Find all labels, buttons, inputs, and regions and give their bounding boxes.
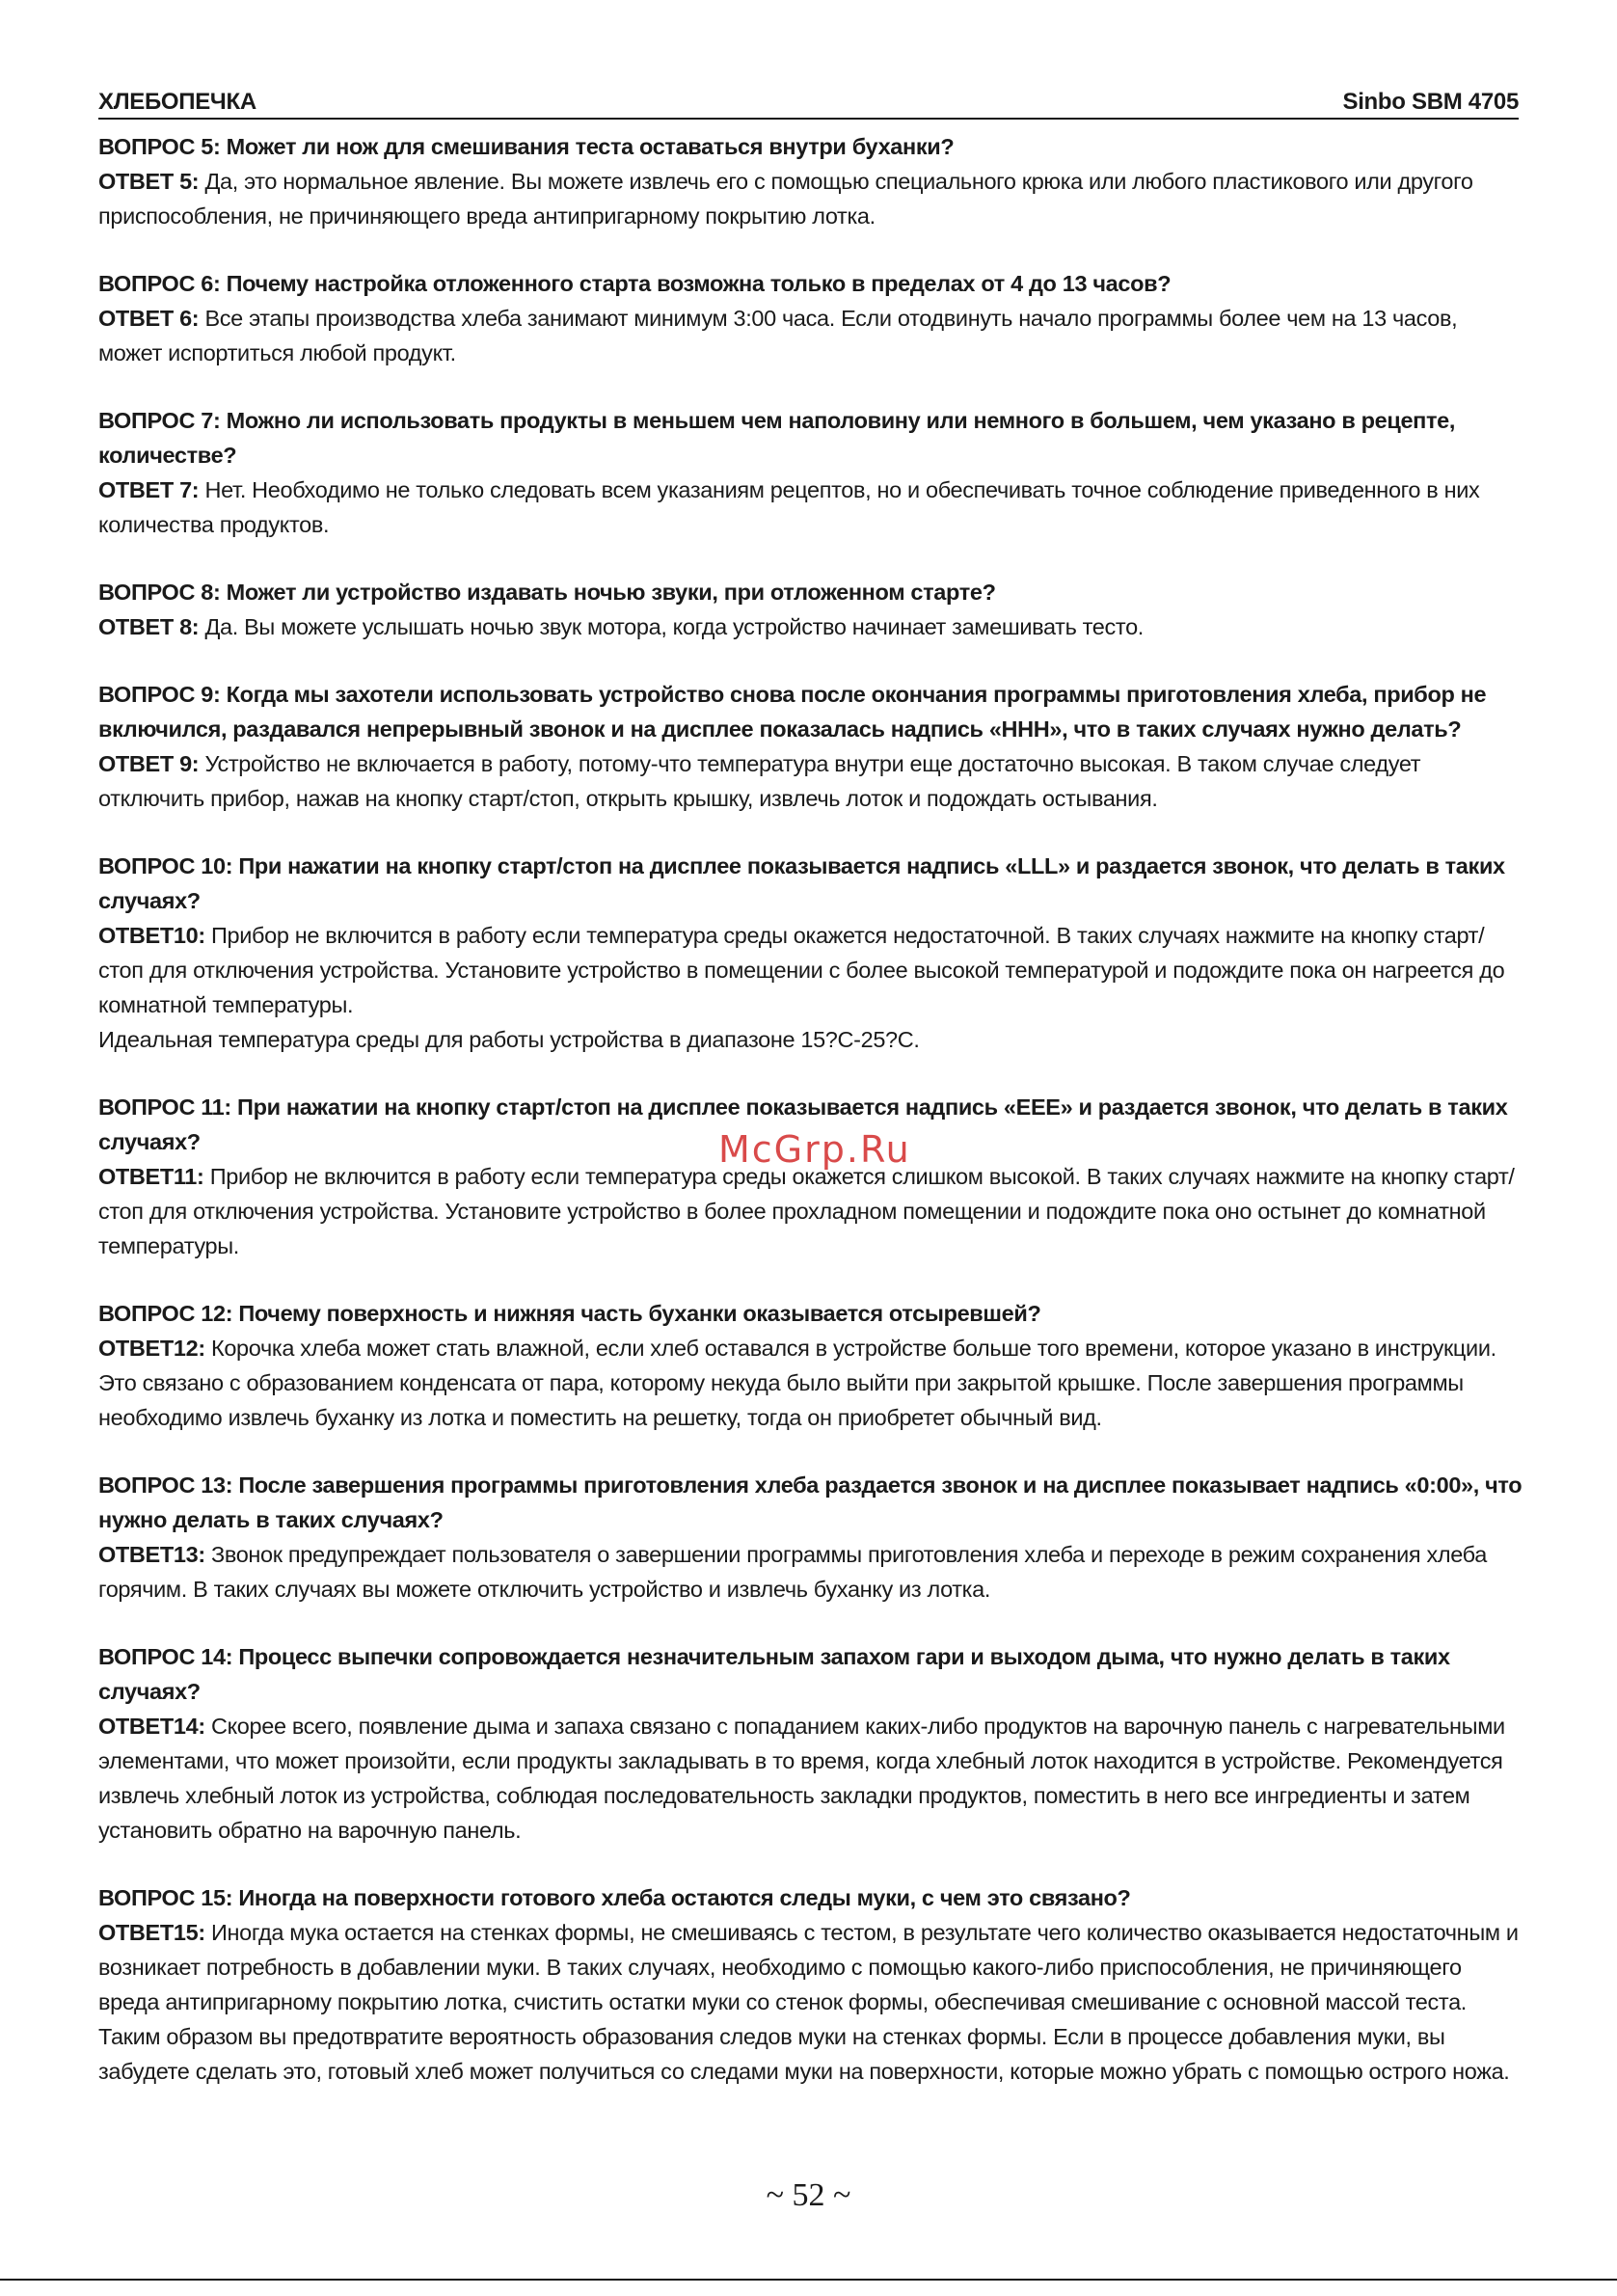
answer-label: ОТВЕТ10: — [98, 923, 205, 948]
page-header — [98, 85, 1519, 120]
faq-item — [98, 677, 1523, 816]
answer-label: ОТВЕТ14: — [98, 1714, 205, 1739]
question: ВОПРОС 15: Иногда на поверхности готового хлеба остаются следы муки, с чем это связано? — [98, 1885, 1131, 1910]
question: ВОПРОС 10: При нажатии на кнопку старт/стоп на дисплее показывается надпись «LLL» и раздается звонок, что делать в таких случаях? — [98, 853, 1505, 913]
header-model: Sinbo SBM 4705 — [1342, 89, 1519, 115]
faq-item — [98, 129, 1523, 233]
answer-label: ОТВЕТ 7: — [98, 477, 200, 502]
answer-text: Да. Вы можете услышать ночью звук мотора, когда устройство начинает замешивать тесто. — [199, 614, 1144, 639]
faq-item — [98, 1880, 1523, 2089]
question: ВОПРОС 8: Может ли устройство издавать ночью звуки, при отложенном старте? — [98, 580, 996, 605]
question: ВОПРОС 12: Почему поверхность и нижняя часть буханки оказывается отсыревшей? — [98, 1301, 1041, 1326]
answer-text: Скорее всего, появление дыма и запаха связано с попаданием каких-либо продуктов на варочную панель с нагревательными элементами, что может произойти, если продукты закладывать в то время, когда хлебный лоток находится в устройстве. Рекомендуется извлечь хлебный лоток из устройства, соблюдая последовательность закладки продуктов, поместить в него все ингредиенты и затем установить обратно на варочную панель. — [98, 1714, 1511, 1843]
faq-item — [98, 266, 1523, 370]
answer — [98, 473, 1523, 542]
faq-item — [98, 1639, 1523, 1848]
question: ВОПРОС 13: После завершения программы приготовления хлеба раздается звонок и на дисплее показывает надпись «0:00», что нужно делать в таких случаях? — [98, 1472, 1523, 1532]
answer-label: ОТВЕТ11: — [98, 1164, 204, 1189]
answer-label: ОТВЕТ12: — [98, 1336, 205, 1361]
answer-text: Устройство не включается в работу, потому-что температура внутри еще достаточно высокая. В таком случае следует отключить прибор, нажав на кнопку старт/стоп, открыть крышку, извлечь лоток и подождать остывания. — [98, 751, 1427, 811]
answer — [98, 918, 1523, 1022]
question: ВОПРОС 11: При нажатии на кнопку старт/стоп на дисплее показывается надпись «EEE» и раздается звонок, что делать в таких случаях? — [98, 1094, 1508, 1154]
bottom-rule — [0, 2279, 1617, 2281]
answer — [98, 1709, 1523, 1848]
answer-text: Иногда мука остается на стенках формы, не смешиваясь с тестом, в результате чего количество оказывается недостаточным и возникает потребность в добавлении муки. В таких случаях, необходимо с помощью какого-либо приспособления, не причиняющего вреда антипригарному покрытию лотка, счистить остатки муки со стенок формы, обеспечивая смешивание с основной массой теста. Таким образом вы предотвратите вероятность образования следов муки на стенках формы. Если в процессе добавления муки, вы забудете сделать это, готовый хлеб может получиться со следами муки на поверхности, которые можно убрать с помощью острого ножа. — [98, 1920, 1524, 2084]
question: ВОПРОС 14: Процесс выпечки сопровождается незначительным запахом гари и выходом дыма, что нужно делать в таких случаях? — [98, 1644, 1450, 1704]
answer-label: ОТВЕТ 8: — [98, 614, 200, 639]
answer — [98, 1331, 1523, 1435]
answer-text: Корочка хлеба может стать влажной, если хлеб оставался в устройстве больше того времени, которое указано в инструкции. Это связано с образованием конденсата от пара, которому некуда было выйти при закрытой крышке. После завершения программы необходимо извлечь буханку из лотка и поместить на решетку, тогда он приобретет обычный вид. — [98, 1336, 1502, 1430]
answer — [98, 746, 1523, 816]
answer — [98, 609, 1523, 644]
answer-text: Звонок предупреждает пользователя о завершении программы приготовления хлеба и переходе в режим сохранения хлеба горячим. В таких случаях вы можете отключить устройство и извлечь буханку из лотка. — [98, 1542, 1494, 1602]
question: ВОПРОС 6: Почему настройка отложенного старта возможна только в пределах от 4 до 13 часов? — [98, 271, 1172, 296]
answer-text: Да, это нормальное явление. Вы можете извлечь его с помощью специального крюка или любого пластикового или другого приспособления, не причиняющего вреда антипригарному покрытию лотка. — [98, 169, 1479, 229]
answer — [98, 164, 1523, 233]
question: ВОПРОС 7: Можно ли использовать продукты в меньшем чем наполовину или немного в большем, чем указано в рецепте, количестве? — [98, 408, 1456, 468]
answer-label: ОТВЕТ 6: — [98, 306, 200, 331]
answer-label: ОТВЕТ15: — [98, 1920, 205, 1945]
page-number: ~ 52 ~ — [766, 2177, 851, 2213]
answer — [98, 1915, 1523, 2089]
answer-label: ОТВЕТ 9: — [98, 751, 200, 776]
answer-label: ОТВЕТ 5: — [98, 169, 200, 194]
answer — [98, 1537, 1523, 1607]
answer-label: ОТВЕТ13: — [98, 1542, 205, 1567]
faq-item — [98, 1090, 1523, 1263]
answer-text: Прибор не включится в работу если температура среды окажется слишком высокой. В таких случаях нажмите на кнопку старт/стоп для отключения устройства. Установите устройство в более прохладном помещении и подождите пока оно остынет до комнатной температуры. — [98, 1164, 1515, 1258]
header-title: ХЛЕБОПЕЧКА — [98, 89, 256, 115]
answer-note: Идеальная температура среды для работы устройства в диапазоне 15?C-25?C. — [98, 1027, 920, 1052]
answer-text: Прибор не включится в работу если температура среды окажется недостаточной. В таких случаях нажмите на кнопку старт/стоп для отключения устройства. Установите устройство в помещении с более высокой температурой и подождите пока он нагреется до комнатной температуры. — [98, 923, 1511, 1017]
answer — [98, 1159, 1523, 1263]
faq-list — [98, 129, 1523, 2121]
faq-item — [98, 849, 1523, 1057]
question: ВОПРОС 5: Может ли нож для смешивания теста оставаться внутри буханки? — [98, 134, 955, 159]
faq-item — [98, 575, 1523, 644]
answer-text: Нет. Необходимо не только следовать всем указаниям рецептов, но и обеспечивать точное соблюдение приведенного в них количества продуктов. — [98, 477, 1486, 537]
answer — [98, 301, 1523, 370]
question: ВОПРОС 9: Когда мы захотели использовать устройство снова после окончания программы приготовления хлеба, прибор не включился, раздавался непрерывный звонок и на дисплее показалась надпись «HHH», что в таких случаях нужно делать? — [98, 682, 1487, 742]
answer-text: Все этапы производства хлеба занимают минимум 3:00 часа. Если отодвинуть начало программы более чем на 13 часов, может испортиться любой продукт. — [98, 306, 1464, 365]
watermark: McGrp.Ru — [718, 1128, 911, 1171]
faq-item — [98, 1468, 1523, 1607]
faq-item — [98, 1296, 1523, 1435]
faq-item — [98, 403, 1523, 542]
